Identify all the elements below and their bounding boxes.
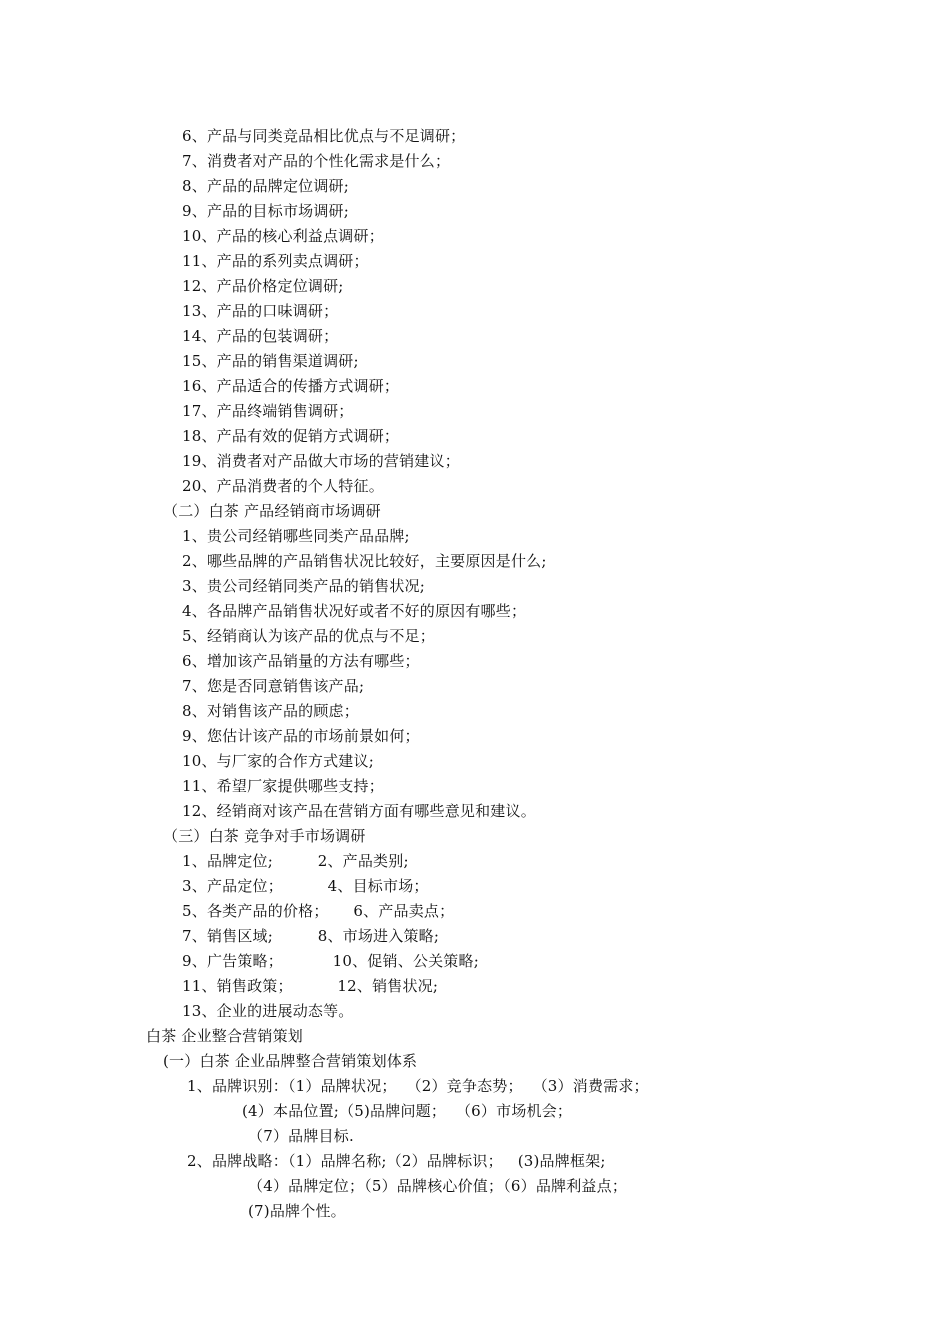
list-item: （4）品牌定位；（5）品牌核心价值；（6）品牌利益点； [248, 1177, 628, 1195]
list-item: 7、消费者对产品的个性化需求是什么； [182, 152, 451, 170]
list-item: （7）品牌目标. [248, 1127, 354, 1145]
list-item: 5、经销商认为该产品的优点与不足； [182, 627, 435, 645]
list-item: 18、产品有效的促销方式调研； [182, 427, 400, 445]
list-item: 9、产品的目标市场调研; [182, 202, 349, 220]
list-item: 10、产品的核心利益点调研； [182, 227, 384, 245]
list-item: 4、各品牌产品销售状况好或者不好的原因有哪些； [182, 602, 527, 620]
list-item: 8、对销售该产品的顾虑； [182, 702, 359, 720]
list-item: 9、您估计该产品的市场前景如何； [182, 727, 420, 745]
list-item: 19、消费者对产品做大市场的营销建议； [182, 452, 460, 470]
list-item: 1、品牌定位; 2、产品类别; [182, 852, 409, 870]
list-item: 6、产品与同类竞品相比优点与不足调研； [182, 127, 466, 145]
list-item: 20、产品消费者的个人特征。 [182, 477, 384, 495]
strategy-subheading: (一）白茶 企业品牌整合营销策划体系 [163, 1052, 418, 1070]
strategy-section-title: 白茶 企业整合营销策划 [146, 1027, 303, 1045]
list-item: 2、品牌战略：（1）品牌名称;（2）品牌标识； (3)品牌框架; [187, 1152, 606, 1170]
list-item: 9、广告策略； 10、促销、公关策略; [182, 952, 479, 970]
list-item: 8、产品的品牌定位调研; [182, 177, 349, 195]
list-item: 15、产品的销售渠道调研; [182, 352, 359, 370]
list-item: 11、销售政策； 12、销售状况; [182, 977, 439, 995]
list-item: 3、产品定位； 4、目标市场； [182, 877, 429, 895]
list-item: 1、贵公司经销哪些同类产品品牌; [182, 527, 410, 545]
list-item: 10、与厂家的合作方式建议; [182, 752, 374, 770]
competitor-section-heading: （三）白茶 竞争对手市场调研 [163, 827, 366, 845]
list-item: 7、销售区域; 8、市场进入策略; [182, 927, 440, 945]
list-item: (4）本品位置;（5)品牌问题； （6）市场机会； [242, 1102, 573, 1120]
list-item: 16、产品适合的传播方式调研； [182, 377, 400, 395]
dealer-section-heading: （二）白茶 产品经销商市场调研 [163, 502, 381, 520]
list-item: 2、哪些品牌的产品销售状况比较好，主要原因是什么; [182, 552, 547, 570]
list-item: 13、产品的口味调研； [182, 302, 339, 320]
list-item: 1、品牌识别：（1）品牌状况； （2）竞争态势； （3）消费需求； [187, 1077, 649, 1095]
list-item: 13、企业的进展动态等。 [182, 1002, 354, 1020]
list-item: 12、产品价格定位调研; [182, 277, 344, 295]
list-item: 11、产品的系列卖点调研； [182, 252, 369, 270]
list-item: 6、增加该产品销量的方法有哪些； [182, 652, 420, 670]
list-item: 14、产品的包装调研； [182, 327, 339, 345]
list-item: 11、希望厂家提供哪些支持； [182, 777, 384, 795]
list-item: 3、贵公司经销同类产品的销售状况; [182, 577, 425, 595]
list-item: (7)品牌个性。 [248, 1202, 346, 1220]
list-item: 7、您是否同意销售该产品; [182, 677, 365, 695]
list-item: 17、产品终端销售调研； [182, 402, 354, 420]
list-item: 5、各类产品的价格； 6、产品卖点； [182, 902, 455, 920]
list-item: 12、经销商对该产品在营销方面有哪些意见和建议。 [182, 802, 536, 820]
